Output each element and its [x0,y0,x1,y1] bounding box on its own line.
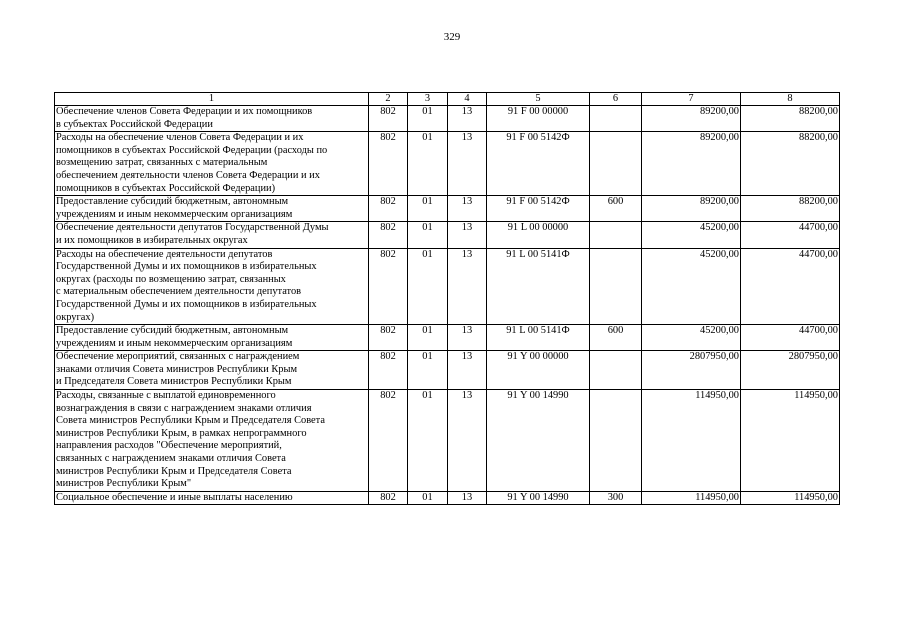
amount-year-1: 2807950,00 [642,351,741,390]
ministry-code: 802 [369,196,408,222]
amount-year-1: 114950,00 [642,491,741,505]
expense-type-code [590,222,642,248]
target-article-code: 91 F 00 5142Ф [487,196,590,222]
amount-year-1: 114950,00 [642,390,741,492]
target-article-code: 91 F 00 00000 [487,106,590,132]
table-row [55,248,840,325]
header-row [55,93,840,106]
target-article-code: 91 Y 00 14990 [487,491,590,505]
target-article-code: 91 L 00 00000 [487,222,590,248]
expense-description: Расходы на обеспечение членов Совета Федерации и их помощников в субъектах Российской Федерации (расходы по возмещению затрат, связанных с материальным обеспечением деятельности членов Совета Федерации и их помощников в субъектах Российской Федерации) [55,132,369,196]
ministry-code: 802 [369,351,408,390]
ministry-code: 802 [369,132,408,196]
subsection-code: 13 [448,106,487,132]
subsection-code: 13 [448,491,487,505]
budget-table [54,92,840,505]
section-code: 01 [408,390,448,492]
ministry-code: 802 [369,491,408,505]
amount-year-2: 88200,00 [741,106,840,132]
expense-type-code [590,106,642,132]
expense-description: Расходы на обеспечение деятельности депутатов Государственной Думы и их помощников в избирательных округах (расходы по возмещению затрат, связанных с материальным обеспечением деятельности депутатов Государственной Думы и их помощников в избирательных округах) [55,248,369,325]
amount-year-1: 45200,00 [642,222,741,248]
section-code: 01 [408,196,448,222]
table-row [55,132,840,196]
column-header: 1 [55,93,369,106]
column-header: 4 [448,93,487,106]
section-code: 01 [408,325,448,351]
expense-type-code [590,390,642,492]
page-number: 329 [443,31,461,43]
amount-year-2: 114950,00 [741,491,840,505]
amount-year-1: 89200,00 [642,196,741,222]
subsection-code: 13 [448,222,487,248]
amount-year-1: 45200,00 [642,325,741,351]
table-row [55,351,840,390]
ministry-code: 802 [369,390,408,492]
expense-description: Социальное обеспечение и иные выплаты населению [55,491,369,505]
subsection-code: 13 [448,196,487,222]
expense-description: Обеспечение членов Совета Федерации и их помощников в субъектах Российской Федерации [55,106,369,132]
expense-type-code: 600 [590,196,642,222]
ministry-code: 802 [369,325,408,351]
ministry-code: 802 [369,222,408,248]
section-code: 01 [408,351,448,390]
section-code: 01 [408,248,448,325]
expense-description: Предоставление субсидий бюджетным, автономным учреждениям и иным некоммерческим организациям [55,196,369,222]
target-article-code: 91 F 00 5142Ф [487,132,590,196]
column-header: 5 [487,93,590,106]
table-row [55,491,840,505]
expense-description: Предоставление субсидий бюджетным, автономным учреждениям и иным некоммерческим организациям [55,325,369,351]
target-article-code: 91 Y 00 00000 [487,351,590,390]
amount-year-2: 2807950,00 [741,351,840,390]
subsection-code: 13 [448,325,487,351]
table-row [55,222,840,248]
expense-type-code: 300 [590,491,642,505]
target-article-code: 91 Y 00 14990 [487,390,590,492]
table-row [55,196,840,222]
amount-year-2: 88200,00 [741,132,840,196]
amount-year-2: 88200,00 [741,196,840,222]
column-header: 3 [408,93,448,106]
amount-year-1: 89200,00 [642,132,741,196]
expense-description: Обеспечение деятельности депутатов Государственной Думы и их помощников в избирательных округах [55,222,369,248]
column-header: 8 [741,93,840,106]
target-article-code: 91 L 00 5141Ф [487,325,590,351]
subsection-code: 13 [448,351,487,390]
amount-year-2: 114950,00 [741,390,840,492]
amount-year-1: 45200,00 [642,248,741,325]
table-body [55,106,840,505]
amount-year-1: 89200,00 [642,106,741,132]
section-code: 01 [408,222,448,248]
table-row [55,390,840,492]
column-header: 2 [369,93,408,106]
column-header: 6 [590,93,642,106]
table-row [55,325,840,351]
amount-year-2: 44700,00 [741,248,840,325]
section-code: 01 [408,106,448,132]
amount-year-2: 44700,00 [741,325,840,351]
expense-type-code [590,132,642,196]
target-article-code: 91 L 00 5141Ф [487,248,590,325]
expense-description: Обеспечение мероприятий, связанных с награждением знаками отличия Совета министров Республики Крым и Председателя Совета министров Республики Крым [55,351,369,390]
subsection-code: 13 [448,248,487,325]
expense-type-code: 600 [590,325,642,351]
table-row [55,106,840,132]
section-code: 01 [408,132,448,196]
column-header: 7 [642,93,741,106]
ministry-code: 802 [369,106,408,132]
expense-description: Расходы, связанные с выплатой единовременного вознаграждения в связи с награждением знаками отличия Совета министров Республики Крым и Председателя Совета министров Республики Крым, в рамках непрограммного направления расходов "Обеспечение мероприятий, связанных с награждением знаками отличия Совета министров Республики Крым и Председателя Совета министров Республики Крым" [55,390,369,492]
subsection-code: 13 [448,390,487,492]
expense-type-code [590,351,642,390]
section-code: 01 [408,491,448,505]
expense-type-code [590,248,642,325]
amount-year-2: 44700,00 [741,222,840,248]
ministry-code: 802 [369,248,408,325]
subsection-code: 13 [448,132,487,196]
